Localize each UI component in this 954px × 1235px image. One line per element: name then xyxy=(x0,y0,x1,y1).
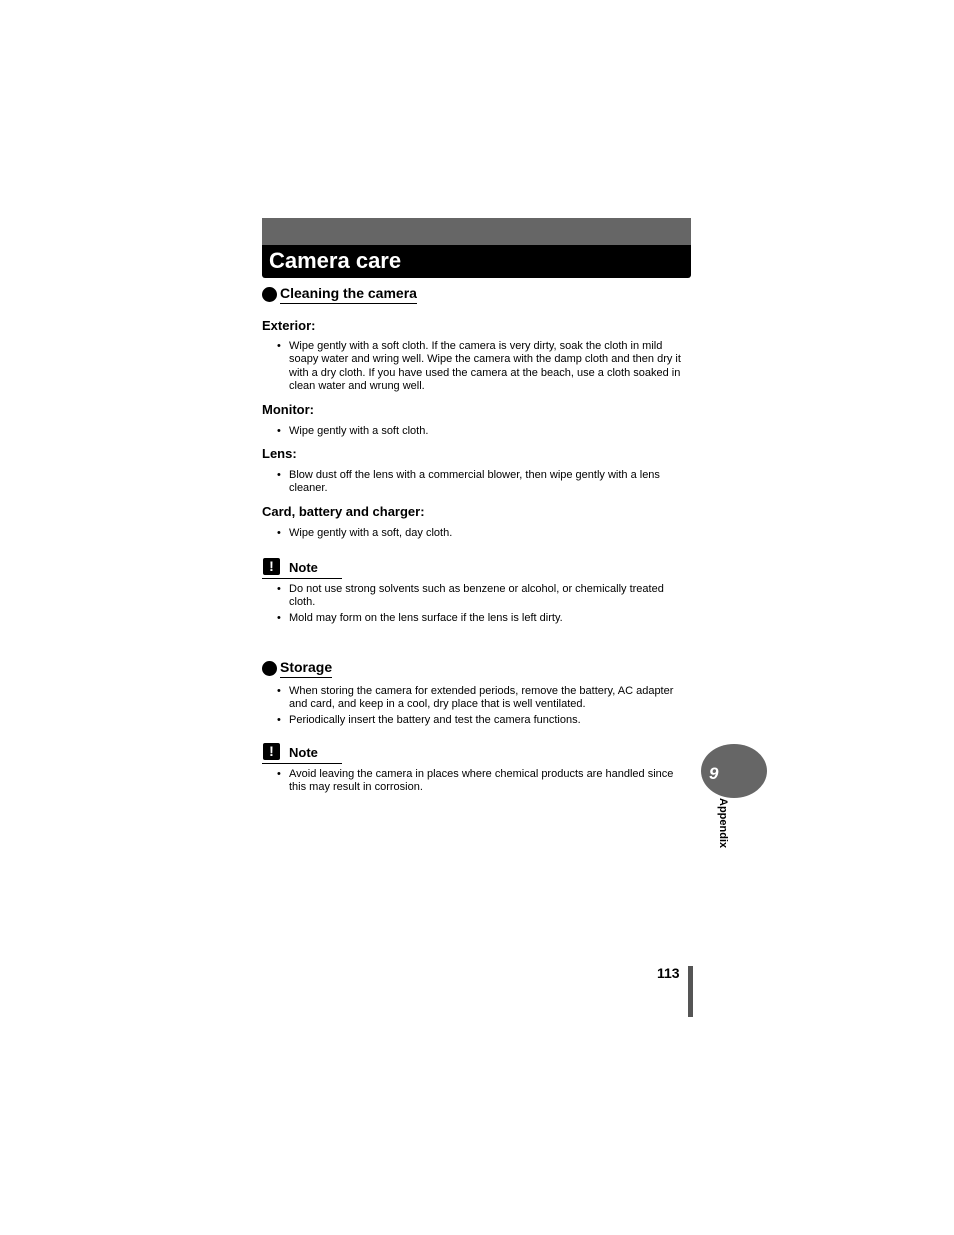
list-item: • Blow dust off the lens with a commercial blower, then wipe gently with a lens cleaner. xyxy=(262,469,692,496)
title-band-top xyxy=(262,218,691,245)
exterior-list xyxy=(262,340,692,395)
note-header-storage xyxy=(262,743,342,764)
monitor-label: Monitor: xyxy=(262,402,314,417)
cleaning-heading-text: Cleaning the camera xyxy=(280,285,417,304)
note-label: Note xyxy=(289,745,318,760)
chapter-tab xyxy=(701,744,767,798)
page-number: 113 xyxy=(657,965,680,981)
warning-icon: ! xyxy=(263,558,280,575)
list-item: • Mold may form on the lens surface if the lens is left dirty. xyxy=(262,612,692,625)
chapter-label-text: Appendix xyxy=(717,798,729,849)
exterior-label: Exterior: xyxy=(262,318,316,333)
chapter-label xyxy=(716,798,732,858)
note-header-cleaning xyxy=(262,558,342,579)
page-title: Camera care xyxy=(269,248,402,273)
page-number-bar xyxy=(688,966,693,1017)
title-band-bottom xyxy=(262,245,691,278)
storage-heading xyxy=(262,659,332,678)
lens-label: Lens: xyxy=(262,446,297,461)
list-item: • Do not use strong solvents such as benzene or alcohol, or chemically treated cloth. xyxy=(262,583,692,610)
note-label: Note xyxy=(289,560,318,575)
storage-list xyxy=(262,685,692,729)
list-item: • Periodically insert the battery and test the camera functions. xyxy=(262,714,692,727)
cleaning-heading xyxy=(262,285,417,304)
list-item: • Wipe gently with a soft cloth. xyxy=(262,425,692,438)
list-item: • Wipe gently with a soft cloth. If the camera is very dirty, soak the cloth in mild soapy water and wring well. Wipe the camera with the damp cloth and then dry it with a dry cloth. If you have used the camera at the beach, use a cloth soaked in clean water and wrung well. xyxy=(262,340,692,393)
lens-list xyxy=(262,469,692,498)
bullet-circle-icon xyxy=(262,287,277,302)
bullet-circle-icon xyxy=(262,661,277,676)
chapter-number: 9 xyxy=(709,764,719,783)
warning-icon: ! xyxy=(263,743,280,760)
monitor-list xyxy=(262,425,692,440)
list-item: • When storing the camera for extended periods, remove the battery, AC adapter and card, and keep in a cool, dry place that is well ventilated. xyxy=(262,685,692,712)
card-label: Card, battery and charger: xyxy=(262,504,425,519)
title-band xyxy=(262,218,691,278)
storage-note-list xyxy=(262,768,692,797)
card-list xyxy=(262,527,692,542)
list-item: • Avoid leaving the camera in places where chemical products are handled since this may result in corrosion. xyxy=(262,768,692,795)
storage-heading-text: Storage xyxy=(280,659,332,678)
cleaning-note-list xyxy=(262,583,692,627)
list-item: • Wipe gently with a soft, day cloth. xyxy=(262,527,692,540)
